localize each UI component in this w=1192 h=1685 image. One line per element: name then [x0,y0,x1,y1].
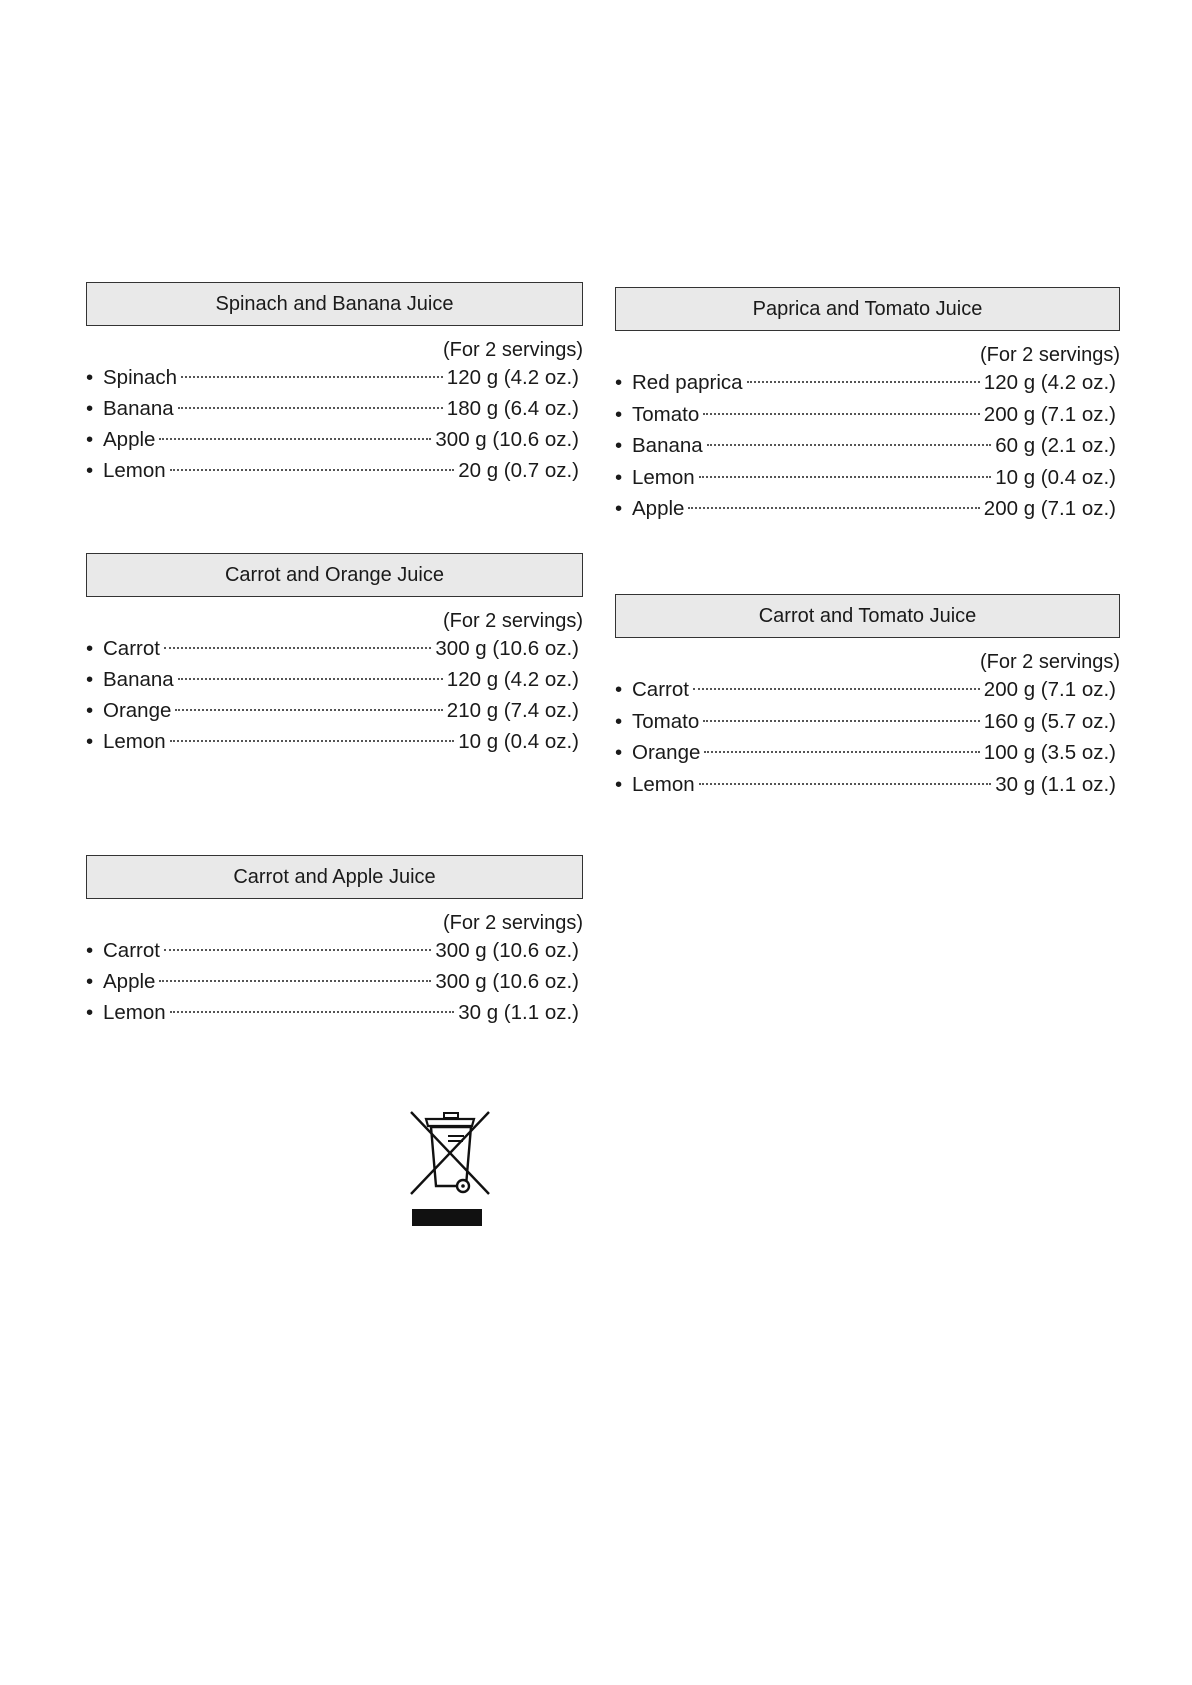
recipe-carrot-apple [86,855,583,1032]
bullet: • [86,459,94,482]
ingredient-amount: 10 g (0.4 oz.) [995,465,1116,489]
dot-leader [170,469,455,471]
ingredient-amount: 200 g (7.1 oz.) [983,402,1116,426]
dot-leader [699,476,992,478]
dot-leader [159,980,431,982]
recipe-title: Spinach and Banana Juice [86,282,583,326]
bullet: • [615,434,623,457]
ingredient-item [615,710,1120,742]
bullet: • [615,371,623,394]
ingredient-item [86,397,583,428]
recipe-title: Carrot and Orange Juice [86,553,583,597]
servings-note: (For 2 servings) [442,339,583,361]
recipe-title: Carrot and Apple Juice [86,855,583,899]
ingredient-item [615,773,1120,805]
ingredient-amount: 300 g (10.6 oz.) [435,939,579,962]
ingredient-name: Carrot [632,678,689,701]
recipe-paprica-tomato [615,287,1120,529]
dot-leader [703,720,980,722]
bullet: • [86,637,94,660]
servings-note: (For 2 servings) [442,610,583,632]
ingredient-amount: 20 g (0.7 oz.) [458,459,579,482]
dot-leader [747,381,980,383]
recipe-title: Carrot and Tomato Juice [615,594,1120,638]
bullet: • [86,939,94,962]
ingredient-item [615,497,1120,529]
bullet: • [86,699,94,722]
ingredient-item [86,1001,583,1032]
ingredient-name: Apple [103,428,156,451]
bullet: • [86,428,94,451]
bullet: • [615,709,623,733]
ingredient-item [615,434,1120,466]
dot-leader [688,507,979,509]
recipe-carrot-tomato [615,594,1120,804]
ingredient-amount: 30 g (1.1 oz.) [995,772,1116,796]
ingredient-amount: 120 g (4.2 oz.) [446,668,579,691]
ingredient-item [86,637,583,668]
ingredient-name: Carrot [103,939,160,962]
ingredient-item [86,366,583,397]
bullet: • [615,497,623,520]
ingredient-list [86,366,583,490]
bullet: • [86,730,94,753]
ingredient-amount: 60 g (2.1 oz.) [995,434,1116,457]
ingredient-list [86,939,583,1032]
ingredient-name: Apple [632,497,685,520]
bullet: • [615,741,623,764]
ingredient-item [86,939,583,970]
bullet: • [615,465,623,489]
dot-leader [707,444,992,446]
servings-note: (For 2 servings) [979,344,1120,366]
dot-leader [699,783,992,785]
ingredient-item [615,466,1120,498]
ingredient-name: Lemon [103,459,166,482]
ingredient-amount: 120 g (4.2 oz.) [446,366,579,389]
ingredient-name: Spinach [103,366,178,389]
ingredient-item [86,699,583,730]
ingredient-amount: 120 g (4.2 oz.) [983,371,1116,394]
dot-leader [159,438,431,440]
ingredient-name: Lemon [632,772,695,796]
dot-leader [175,709,442,711]
ingredient-name: Banana [103,397,174,420]
recipe-carrot-orange [86,553,583,761]
ingredient-list [86,637,583,761]
dot-leader [164,647,431,649]
ingredient-amount: 160 g (5.7 oz.) [983,709,1116,733]
ingredient-name: Lemon [103,730,166,753]
bullet: • [615,678,623,701]
bullet: • [86,1001,94,1024]
ingredient-item [86,428,583,459]
ingredient-amount: 210 g (7.4 oz.) [446,699,579,722]
dot-leader [170,740,455,742]
bullet: • [86,970,94,993]
bullet: • [86,397,94,420]
servings-note: (For 2 servings) [979,651,1120,673]
ingredient-item [615,371,1120,403]
ingredient-name: Carrot [103,637,160,660]
ingredient-amount: 30 g (1.1 oz.) [458,1001,579,1024]
ingredient-item [86,459,583,490]
ingredient-amount: 300 g (10.6 oz.) [435,428,579,451]
servings-note: (For 2 servings) [442,912,583,934]
ingredient-amount: 300 g (10.6 oz.) [435,637,579,660]
ingredient-amount: 200 g (7.1 oz.) [983,678,1116,701]
ingredient-name: Orange [103,699,172,722]
ingredient-name: Banana [103,668,174,691]
bullet: • [86,366,94,389]
recipe-spinach-banana [86,282,583,490]
ingredient-item [86,668,583,699]
ingredient-item [615,678,1120,710]
dot-leader [178,678,443,680]
ingredient-name: Banana [632,434,703,457]
ingredient-item [615,403,1120,435]
bullet: • [615,402,623,426]
ingredient-amount: 100 g (3.5 oz.) [983,741,1116,764]
ingredient-amount: 180 g (6.4 oz.) [446,397,579,420]
dot-leader [704,751,979,753]
crossed-out-wheelie-bin-icon [406,1108,496,1228]
ingredient-name: Orange [632,741,701,764]
dot-leader [164,949,431,951]
ingredient-name: Lemon [632,465,695,489]
ingredient-list [615,678,1120,804]
dot-leader [703,413,980,415]
ingredient-name: Tomato [632,709,700,733]
ingredient-item [615,741,1120,773]
ingredient-name: Tomato [632,402,700,426]
ingredient-name: Apple [103,970,156,993]
dot-leader [178,407,443,409]
dot-leader [170,1011,455,1013]
ingredient-amount: 200 g (7.1 oz.) [983,497,1116,520]
ingredient-name: Lemon [103,1001,166,1024]
ingredient-name: Red paprica [632,371,743,394]
recipe-title: Paprica and Tomato Juice [615,287,1120,331]
ingredient-list [615,371,1120,529]
ingredient-item [86,730,583,761]
dot-leader [693,688,980,690]
bullet: • [86,668,94,691]
bullet: • [615,772,623,796]
ingredient-item [86,970,583,1001]
ingredient-amount: 300 g (10.6 oz.) [435,970,579,993]
ingredient-amount: 10 g (0.4 oz.) [458,730,579,753]
dot-leader [181,376,443,378]
